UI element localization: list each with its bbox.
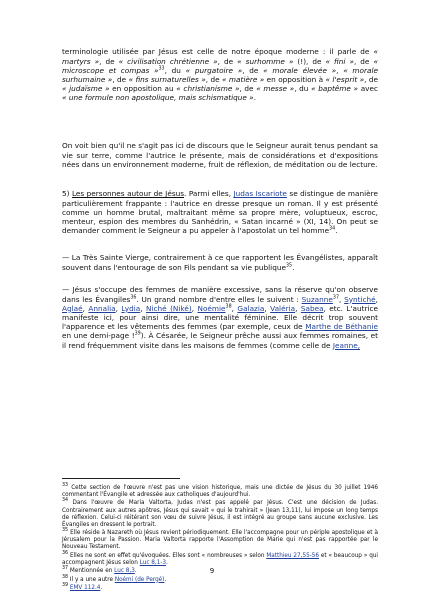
footnote-text: Elles ne sont en effet qu'évoquées. Elles sont « nombreuses » selon bbox=[68, 552, 267, 559]
text: , de bbox=[353, 56, 374, 66]
text: , du bbox=[294, 84, 312, 94]
link-annalia[interactable]: Annalia bbox=[88, 303, 116, 313]
footnote-ref-37[interactable]: 37 bbox=[332, 295, 339, 301]
paragraph-terminology bbox=[62, 47, 378, 102]
footnote-ref-34[interactable]: 34 bbox=[329, 226, 336, 232]
quote: « judaïsme » bbox=[62, 84, 110, 94]
quote: « messe » bbox=[256, 84, 295, 94]
text: , bbox=[82, 303, 89, 313]
footnote-36 bbox=[62, 550, 379, 567]
text: , bbox=[264, 303, 271, 313]
quote: « purgatoire » bbox=[185, 65, 243, 75]
link-suzanne[interactable]: Suzanne bbox=[301, 294, 333, 304]
paragraph-discourse: On voit bien qu'il ne s'agit pas ici de discours que le Seigneur aurait tenus pendant sa vie sur terre, comme l'autrice le présente, mais de considérations et d'expositions nées dans un environnement moderne, fruit de réflexion, de méditation ou de lecture. bbox=[62, 141, 378, 169]
text: . Parmi elles, bbox=[184, 189, 234, 199]
text: terminologie utilisée par Jésus est celle de notre époque moderne : il bbox=[62, 47, 334, 57]
footnote-ref-35[interactable]: 35 bbox=[285, 263, 293, 269]
text: parle de bbox=[337, 47, 374, 57]
footnote-38 bbox=[62, 574, 378, 584]
footnote-separator bbox=[62, 478, 180, 479]
text: , du bbox=[164, 65, 186, 75]
text: — Jésus s'occupe des femmes de manière excessive, sans la réserve qu'on observe dans les Évangiles bbox=[62, 285, 378, 304]
link-noemie[interactable]: Noémie bbox=[197, 303, 226, 313]
footnote-ref-36[interactable]: 36 bbox=[130, 295, 137, 301]
text: , de bbox=[112, 74, 129, 84]
footnote-text: Cette section de l'œuvre n'est pas une vision historique, mais une dictée de Jésus du 30 juillet 1946 commentant l'Évangile et adressée aux catholiques d'aujourd'hui. bbox=[62, 485, 378, 499]
text: , de bbox=[364, 74, 378, 84]
link-jeanne[interactable]: Jeanne, bbox=[332, 340, 361, 350]
link-marthe-de-bethanie[interactable]: Marthe de Béthanie bbox=[305, 322, 378, 332]
text: , bbox=[336, 65, 344, 75]
text: , de bbox=[239, 84, 257, 94]
footnote-number: 35 bbox=[62, 528, 69, 534]
quote: « morale élevée » bbox=[263, 65, 337, 75]
text: en opposition à bbox=[264, 74, 326, 84]
footnote-number: 38 bbox=[62, 574, 69, 580]
text: avec bbox=[358, 84, 378, 94]
text: ). À Césarée, le Seigneur prêche aussi aux femmes romaines, et il rend fréquemment visite dans les maisons de femmes (comme celle de bbox=[62, 331, 378, 350]
footnote-ref-33[interactable]: 33 bbox=[158, 66, 165, 72]
text: , de bbox=[217, 56, 238, 66]
quote: « matière » bbox=[222, 74, 265, 84]
quote: « une formule non apostolique, mais schismatique » bbox=[62, 93, 254, 103]
text: — La Très Sainte Vierge, contrairement à ce que rapportent les Évangélistes, apparaît souvent dans l'entourage de son Fils pendant sa vie publique bbox=[62, 253, 378, 272]
link-valeria[interactable]: Valéria bbox=[270, 303, 296, 313]
quote: « l'esprit » bbox=[325, 74, 365, 84]
footnote-text: Elle réside à Nazareth où Jésus revient périodiquement. Elle l'accompagne pour un périple apostolique et à Jérusalem pour la Passion. Maria Valtorta rapporte l'Assomption de Marie qui n'est pas rapportée par le Nouveau Testament. bbox=[62, 530, 378, 551]
text: (!), de bbox=[297, 56, 326, 66]
footnote-text: Mentionnée en bbox=[68, 568, 115, 575]
link-matthieu-27[interactable]: Matthieu 27,55-56 bbox=[266, 552, 319, 559]
text: , bbox=[140, 303, 147, 313]
footnote-text: . bbox=[166, 559, 168, 566]
text: , de bbox=[99, 56, 119, 66]
text: se distingue de manière particulièrement frappante : l'autrice en dresse presque un roman. Il y est présenté comme un homme brutal, maltraitant même sa propre mère, voluptueux, escroc, menteur, espion des membres du Sanhédrin, « Satan incarné » (XI, 14). On peut se demander comment le Seigneur a pu appeler à l'apostolat un tel homme bbox=[62, 189, 378, 236]
text: , bbox=[231, 303, 238, 313]
link-luc-8-1-3[interactable]: Luc 8,1-3 bbox=[139, 559, 166, 566]
text: , de bbox=[242, 65, 264, 75]
text: , bbox=[191, 303, 198, 313]
footnote-number: 36 bbox=[62, 550, 69, 556]
paragraph-persons bbox=[62, 189, 378, 235]
link-luc-8-3[interactable]: Luc 8,3 bbox=[114, 568, 135, 575]
footnote-number: 33 bbox=[62, 483, 69, 489]
quote: « martyrs » bbox=[62, 47, 378, 66]
text: . bbox=[335, 226, 338, 236]
link-emv-112-4[interactable]: EMV 112.4 bbox=[69, 585, 101, 591]
link-aglae[interactable]: Aglaé bbox=[62, 303, 83, 313]
link-niche[interactable]: Niché (Niké) bbox=[146, 303, 192, 313]
page-number: 9 bbox=[209, 567, 215, 575]
quote: « morale surhumaine » bbox=[62, 65, 378, 84]
section-number: 5) bbox=[62, 189, 72, 199]
text: en opposition au bbox=[109, 84, 177, 94]
footnote-ref-39[interactable]: 39 bbox=[134, 331, 141, 337]
footnote-35 bbox=[62, 530, 378, 551]
footnote-text: . bbox=[134, 568, 137, 575]
quote: « fins surnaturelles » bbox=[128, 74, 206, 84]
footnote-number: 39 bbox=[62, 583, 69, 589]
text: . bbox=[253, 93, 257, 103]
text: en une demi-page ! bbox=[62, 331, 135, 341]
quote: « civilisation chrétienne » bbox=[118, 56, 218, 66]
paragraph-women bbox=[62, 285, 378, 349]
link-judas-iscariote[interactable]: Judas Iscariote bbox=[233, 189, 287, 199]
footnote-text: . bbox=[100, 585, 103, 591]
footnote-ref-38[interactable]: 38 bbox=[225, 304, 232, 310]
quote: « christianisme » bbox=[176, 84, 240, 94]
footnote-39 bbox=[62, 585, 378, 592]
footnote-33 bbox=[62, 485, 378, 499]
footnote-text: et « beaucoup » qui accompagnent Jésus selon bbox=[62, 552, 379, 566]
text: , de bbox=[205, 74, 223, 84]
section-heading: Les personnes autour de Jésus bbox=[71, 189, 185, 199]
text: . bbox=[292, 262, 295, 272]
footnote-number: 37 bbox=[62, 566, 69, 572]
link-sabea[interactable]: Sabea bbox=[300, 303, 324, 313]
paragraph-virgin bbox=[62, 253, 378, 271]
link-syntiche[interactable]: Syntiché bbox=[344, 294, 376, 304]
footnote-text: Dans l'œuvre de Maria Valtorta, Judas n'est pas appelé par Jésus. C'est une décision de Judas. Contrairement aux autres apôtres, Jésus qui savait « qui le trahirait » (Jean 13,11), lui impose un long temps de réflexion. Celui-ci réitérant son vœu de suivre Jésus, il est intégré au groupe sans aucune exclusive. Les Évangiles en dressent le portrait. bbox=[62, 500, 378, 528]
footnote-34 bbox=[62, 500, 378, 528]
quote: « fini » bbox=[325, 56, 354, 66]
link-lydia[interactable]: Lydia bbox=[121, 303, 141, 313]
quote: « baptême » bbox=[311, 84, 359, 94]
link-noemi-de-perge[interactable]: Noémi (de Pergé) bbox=[114, 576, 165, 583]
quote: « surhomme » bbox=[237, 56, 294, 66]
text: , bbox=[339, 294, 345, 304]
text: . Un grand nombre d'entre elles le suivent : bbox=[136, 294, 302, 304]
text: , bbox=[295, 303, 301, 313]
footnote-text: . bbox=[164, 576, 167, 583]
link-galazia[interactable]: Galazia bbox=[237, 303, 265, 313]
footnote-number: 34 bbox=[62, 498, 69, 504]
quote: « microscope et compas » bbox=[62, 56, 378, 75]
text: , bbox=[375, 294, 378, 304]
footnote-text: Il y a une autre bbox=[68, 576, 115, 583]
text: , etc. L'autrice manifeste ici, pour ainsi dire, une mentalité féminine. Elle décrit trop souvent l'apparence et les vêtements des femmes (par exemple, ceux de bbox=[62, 303, 378, 332]
text: , bbox=[115, 303, 122, 313]
footnotes bbox=[62, 485, 378, 593]
